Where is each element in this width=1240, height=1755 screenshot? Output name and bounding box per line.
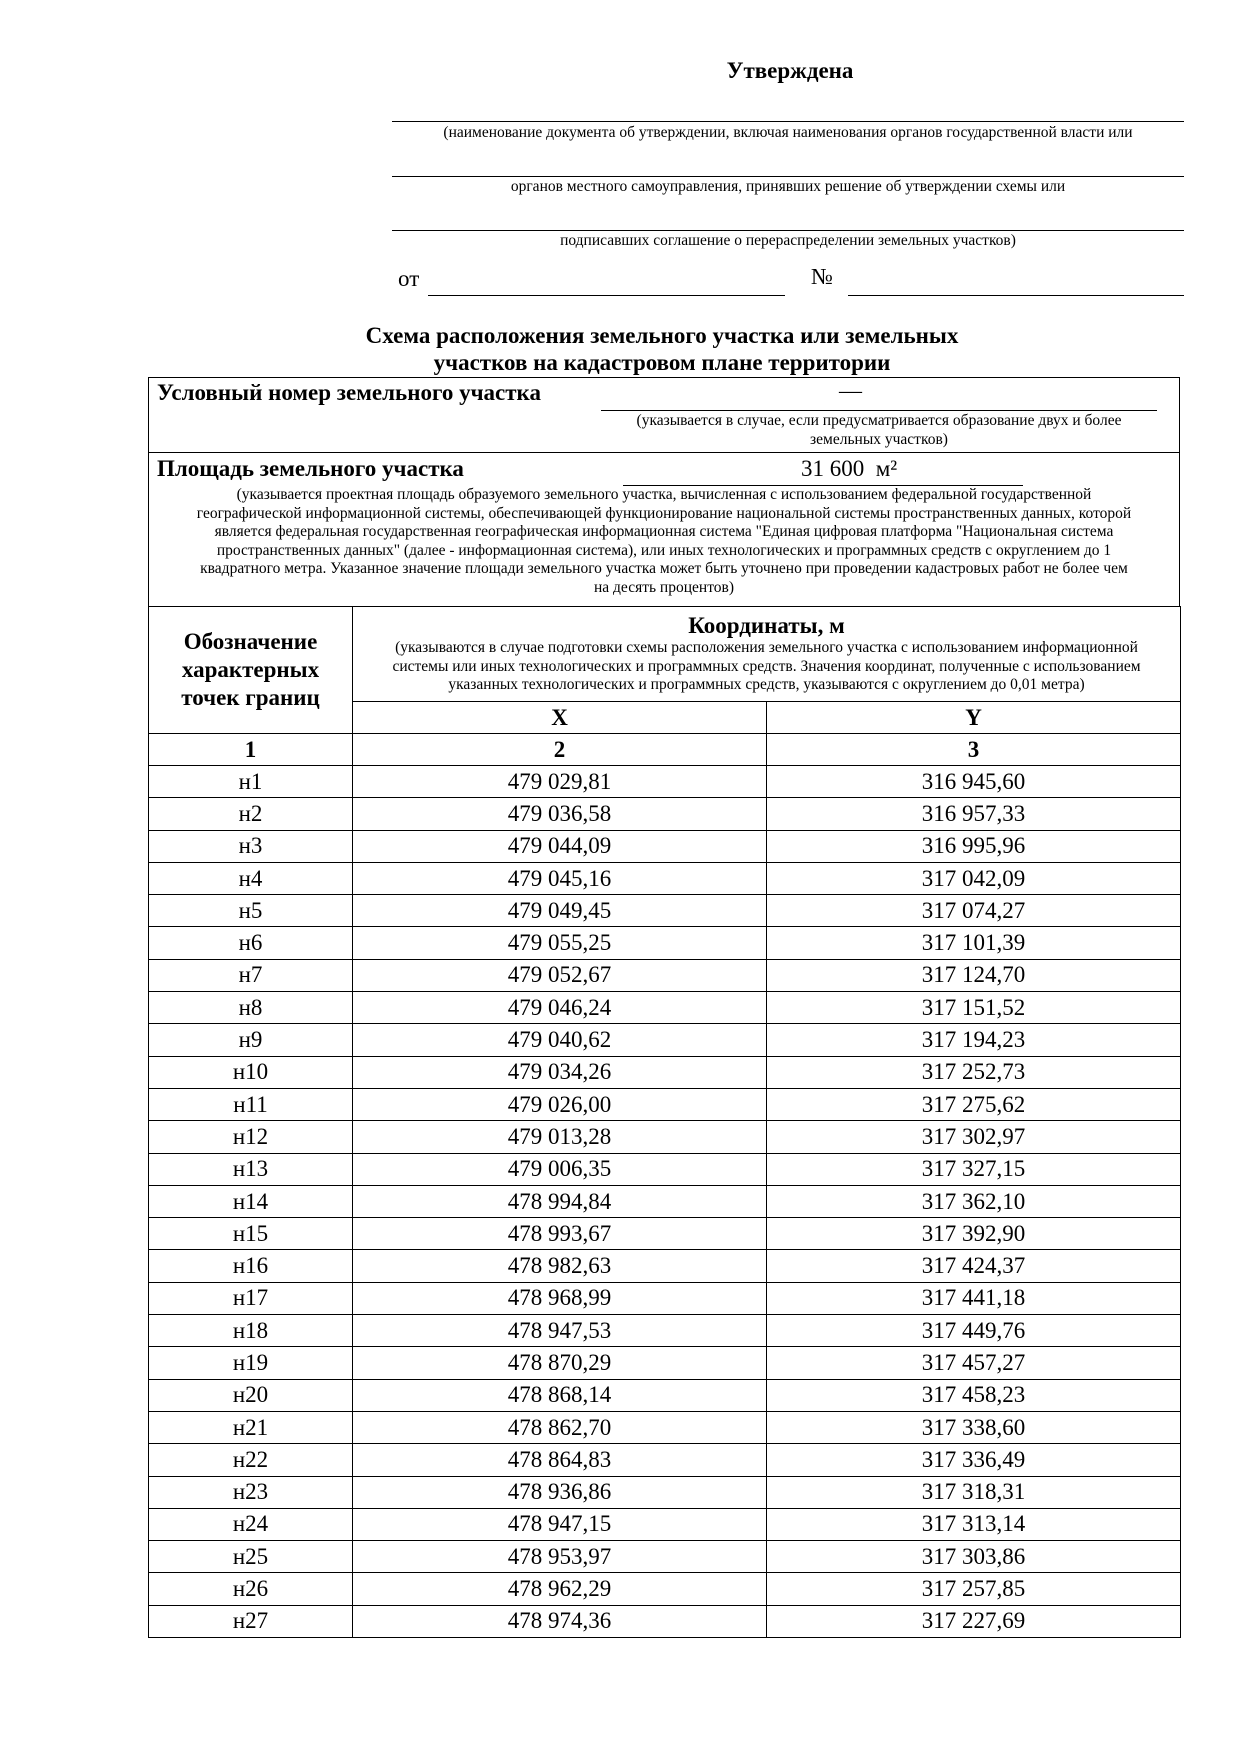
point-cell: н20 [149, 1379, 353, 1411]
point-cell: н23 [149, 1476, 353, 1508]
approval-authority-line [392, 176, 1184, 177]
point-header-line-2: характерных [181, 657, 320, 682]
x-cell: 479 052,67 [353, 959, 767, 991]
table-row [149, 1379, 1181, 1411]
x-cell: 478 868,14 [353, 1379, 767, 1411]
point-cell: н1 [149, 766, 353, 798]
table-row [149, 830, 1181, 862]
x-header: X [353, 702, 767, 734]
y-cell: 317 303,86 [767, 1541, 1181, 1573]
x-cell: 478 870,29 [353, 1347, 767, 1379]
table-row [149, 927, 1181, 959]
point-cell: н27 [149, 1605, 353, 1637]
y-cell: 317 327,15 [767, 1153, 1181, 1185]
coords-header-note [353, 639, 1180, 695]
parcel-number-note-line-1: (указывается в случае, если предусматривается образование двух и более [636, 412, 1122, 429]
x-cell: 479 034,26 [353, 1056, 767, 1088]
y-cell: 317 457,27 [767, 1347, 1181, 1379]
table-row [149, 895, 1181, 927]
parcel-area-unit: м² [875, 456, 898, 481]
table-row [149, 1218, 1181, 1250]
x-cell: 478 968,99 [353, 1282, 767, 1314]
table-row [149, 1282, 1181, 1314]
point-cell: н10 [149, 1056, 353, 1088]
x-cell: 478 864,83 [353, 1444, 767, 1476]
point-cell: н18 [149, 1315, 353, 1347]
x-cell: 478 982,63 [353, 1250, 767, 1282]
table-row [149, 1088, 1181, 1120]
table-row [149, 862, 1181, 894]
x-cell: 479 026,00 [353, 1088, 767, 1120]
x-cell: 479 036,58 [353, 798, 767, 830]
y-cell: 316 995,96 [767, 830, 1181, 862]
table-row [149, 1121, 1181, 1153]
point-cell: н9 [149, 1024, 353, 1056]
x-cell: 479 006,35 [353, 1153, 767, 1185]
y-cell: 317 441,18 [767, 1282, 1181, 1314]
table-row [149, 1508, 1181, 1540]
x-cell: 479 046,24 [353, 992, 767, 1024]
y-cell: 317 302,97 [767, 1121, 1181, 1153]
y-cell: 317 194,23 [767, 1024, 1181, 1056]
x-cell: 478 974,36 [353, 1605, 767, 1637]
parcel-area-note-line-5: квадратного метра. Указанное значение площади земельного участка может быть уточнено при проведении кадастровых работ не более чем [200, 560, 1128, 577]
table-row [149, 992, 1181, 1024]
point-cell: н21 [149, 1411, 353, 1443]
x-cell: 478 862,70 [353, 1411, 767, 1443]
parcel-number-line [601, 410, 1157, 411]
parcel-area-value-group [801, 456, 897, 482]
table-row [149, 1024, 1181, 1056]
table-header-row [149, 607, 1181, 702]
column-number-2: 2 [353, 734, 767, 766]
y-cell: 317 042,09 [767, 862, 1181, 894]
point-cell: н2 [149, 798, 353, 830]
approval-caption-1: (наименование документа об утверждении, включая наименования органов государственной власти или [443, 124, 1133, 141]
coordinates-table-body [149, 766, 1181, 1638]
parcel-area-note-line-3: является федеральная государственная географическая информационная система "Единая цифровая платформа "Национальная система [214, 523, 1114, 540]
x-cell: 479 055,25 [353, 927, 767, 959]
parcel-area-label: Площадь земельного участка [157, 456, 464, 481]
y-cell: 317 458,23 [767, 1379, 1181, 1411]
x-cell: 479 045,16 [353, 862, 767, 894]
parcel-area-note-line-4: пространственных данных" (далее - информационная система), или иных технологических и программных средств с округлением до 1 [216, 541, 1112, 559]
y-cell: 316 945,60 [767, 766, 1181, 798]
x-cell: 479 013,28 [353, 1121, 767, 1153]
point-cell: н22 [149, 1444, 353, 1476]
x-cell: 478 936,86 [353, 1476, 767, 1508]
coords-header [353, 607, 1181, 702]
approval-document-line [392, 121, 1184, 122]
table-row [149, 1605, 1181, 1637]
coords-note-line-1: (указываются в случае подготовки схемы расположения земельного участка с использованием информационной [395, 639, 1138, 657]
x-cell: 478 993,67 [353, 1218, 767, 1250]
approval-title: Утверждена [726, 58, 854, 83]
coordinates-table [148, 606, 1181, 1638]
column-number-1: 1 [149, 734, 353, 766]
table-row [149, 798, 1181, 830]
scheme-title-line-1: Схема расположения земельного участка или земельных [365, 323, 959, 348]
y-cell: 317 252,73 [767, 1056, 1181, 1088]
point-cell: н19 [149, 1347, 353, 1379]
x-cell: 479 044,09 [353, 830, 767, 862]
point-cell: н11 [149, 1088, 353, 1120]
y-cell: 317 318,31 [767, 1476, 1181, 1508]
table-row [149, 1250, 1181, 1282]
x-cell: 478 953,97 [353, 1541, 767, 1573]
y-cell: 317 336,49 [767, 1444, 1181, 1476]
point-cell: н5 [149, 895, 353, 927]
parcel-number-note-line-2: земельных участков) [810, 430, 948, 448]
table-row [149, 766, 1181, 798]
table-row [149, 1347, 1181, 1379]
scheme-title [262, 322, 1062, 376]
parcel-area-note-line-6: на десять процентов) [594, 578, 734, 596]
parcel-number-label: Условный номер земельного участка [157, 380, 541, 405]
table-row [149, 1476, 1181, 1508]
x-cell: 478 947,15 [353, 1508, 767, 1540]
parcel-area-value: 31 600 [801, 456, 865, 481]
point-cell: н24 [149, 1508, 353, 1540]
column-number-row [149, 734, 1181, 766]
table-row [149, 1153, 1181, 1185]
approval-caption-3: подписавших соглашение о перераспределении земельных участков) [560, 232, 1016, 249]
date-label: от [398, 266, 420, 291]
date-field-line [428, 295, 785, 296]
y-cell: 316 957,33 [767, 798, 1181, 830]
point-cell: н6 [149, 927, 353, 959]
y-cell: 317 313,14 [767, 1508, 1181, 1540]
x-cell: 479 029,81 [353, 766, 767, 798]
number-label: № [811, 264, 833, 289]
point-cell: н15 [149, 1218, 353, 1250]
parcel-area-note [155, 486, 1173, 597]
coords-note-line-3: указанных технологических и программных средств, указываются с округлением до 0,01 метра) [448, 676, 1085, 694]
table-row [149, 1056, 1181, 1088]
x-cell: 478 962,29 [353, 1573, 767, 1605]
point-cell: н13 [149, 1153, 353, 1185]
scheme-title-line-2: участков на кадастровом плане территории [433, 350, 891, 375]
table-row [149, 959, 1181, 991]
point-header [149, 607, 353, 734]
point-cell: н17 [149, 1282, 353, 1314]
y-cell: 317 227,69 [767, 1605, 1181, 1637]
parcel-area-box [148, 452, 1180, 607]
x-cell: 479 049,45 [353, 895, 767, 927]
point-cell: н25 [149, 1541, 353, 1573]
y-cell: 317 362,10 [767, 1185, 1181, 1217]
y-cell: 317 101,39 [767, 927, 1181, 959]
y-cell: 317 124,70 [767, 959, 1181, 991]
y-cell: 317 257,85 [767, 1573, 1181, 1605]
parcel-number-value: — [839, 378, 862, 403]
parcel-area-note-line-1: (указывается проектная площадь образуемого земельного участка, вычисленная с использованием федеральной государственной [236, 486, 1092, 503]
number-field-line [848, 295, 1184, 296]
y-cell: 317 424,37 [767, 1250, 1181, 1282]
parcel-area-note-line-2: географической информационной системы, обеспечивающей функционирование национальной системы пространственных данных, которой [196, 504, 1132, 522]
table-row [149, 1315, 1181, 1347]
y-cell: 317 151,52 [767, 992, 1181, 1024]
y-cell: 317 275,62 [767, 1088, 1181, 1120]
approval-caption-2: органов местного самоуправления, принявших решение об утверждении схемы или [510, 178, 1066, 195]
column-number-3: 3 [767, 734, 1181, 766]
coords-header-title: Координаты, м [688, 613, 845, 639]
y-header: Y [767, 702, 1181, 734]
point-header-line-3: точек границ [181, 685, 320, 710]
point-cell: н14 [149, 1185, 353, 1217]
point-cell: н8 [149, 992, 353, 1024]
table-row [149, 1573, 1181, 1605]
y-cell: 317 074,27 [767, 895, 1181, 927]
point-cell: н4 [149, 862, 353, 894]
point-cell: н3 [149, 830, 353, 862]
table-row [149, 1541, 1181, 1573]
point-header-line-1: Обозначение [183, 629, 318, 654]
x-cell: 478 994,84 [353, 1185, 767, 1217]
x-cell: 479 040,62 [353, 1024, 767, 1056]
point-cell: н7 [149, 959, 353, 991]
point-cell: н16 [149, 1250, 353, 1282]
table-row [149, 1411, 1181, 1443]
x-cell: 478 947,53 [353, 1315, 767, 1347]
y-cell: 317 449,76 [767, 1315, 1181, 1347]
coords-note-line-2: системы или иных технологических и программных средств. Значения координат, полученные с использованием [392, 657, 1141, 675]
point-cell: н26 [149, 1573, 353, 1605]
point-cell: н12 [149, 1121, 353, 1153]
parcel-number-note [601, 412, 1157, 449]
table-row [149, 1444, 1181, 1476]
y-cell: 317 338,60 [767, 1411, 1181, 1443]
table-row [149, 1185, 1181, 1217]
parcel-number-box [148, 377, 1180, 453]
approval-agreement-line [392, 230, 1184, 231]
y-cell: 317 392,90 [767, 1218, 1181, 1250]
